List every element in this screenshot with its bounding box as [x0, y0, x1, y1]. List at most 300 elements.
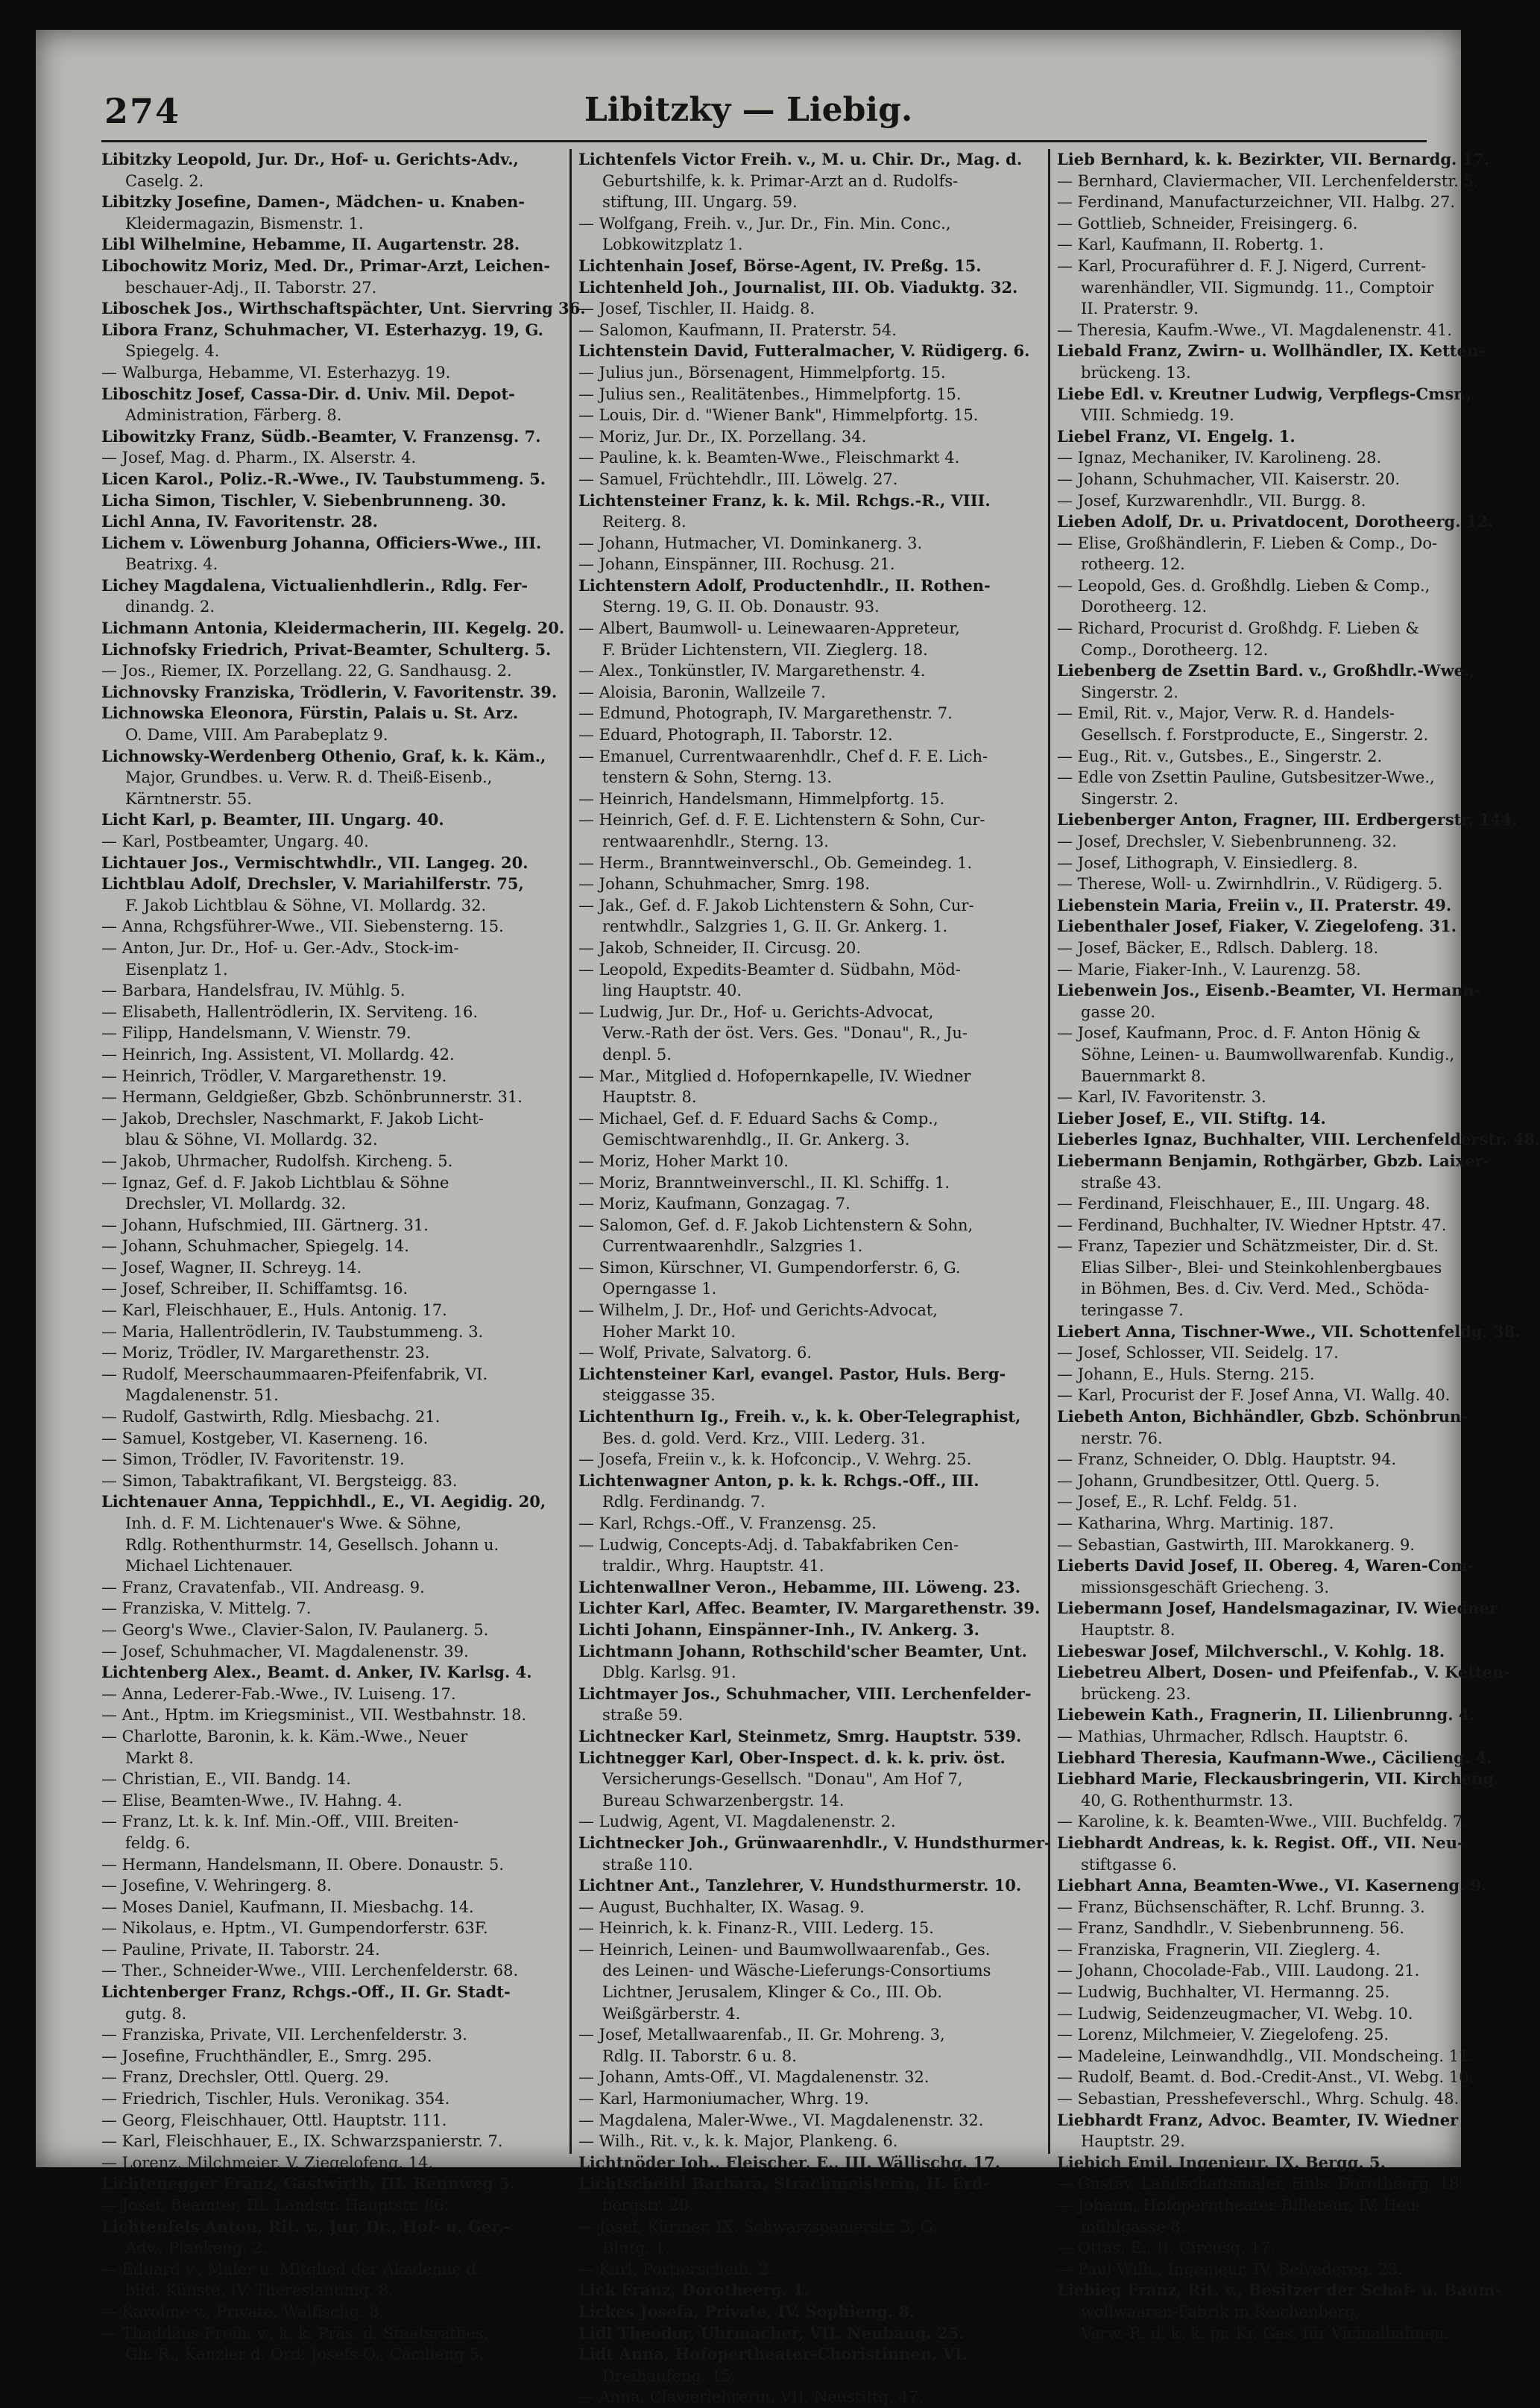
- entry-surname-line: Lichtenwagner Anton, p. k. k. Rchgs.-Off., III.: [578, 1470, 979, 1490]
- entry-continuation-line: bild. Künste, IV. Theresianumg. 8.: [125, 2281, 394, 2300]
- entry-surname-line: Lichnofsky Friedrich, Privat-Beamter, Schulterg. 5.: [101, 639, 552, 659]
- entry-sub-line: — Josef, Wagner, II. Schreyg. 14.: [101, 1258, 362, 1277]
- entry-surname-line: Lichtenstein David, Futteralmacher, V. Rüdigerg. 6.: [578, 341, 1030, 361]
- entry-sub-line: — Gottlieb, Schneider, Freisingerg. 6.: [1057, 214, 1358, 233]
- entry-continuation-line: Spiegelg. 4.: [125, 342, 220, 361]
- entry-continuation-line: Rdlg. Ferdinandg. 7.: [602, 1493, 766, 1511]
- entry-continuation-line: Hoher Markt 10.: [602, 1322, 736, 1341]
- entry-surname-line: Lichtnecker Joh., Grünwaarenhdlr., V. Hundsthurmer-: [578, 1833, 1051, 1852]
- entry-sub-line: — Moriz, Hoher Markt 10.: [578, 1151, 789, 1170]
- entry-sub-line: — Franz, Drechsler, Ottl. Querg. 29.: [101, 2068, 389, 2087]
- entry-surname-line: Liebieg Franz, Rit. v., Besitzer der Schaf- u. Baum-: [1057, 2281, 1502, 2300]
- entry-sub-line: — Simon, Kürschner, VI. Gumpendorferstr. 6, G.: [578, 1258, 961, 1277]
- entry-continuation-line: II. Praterstr. 9.: [1081, 300, 1199, 318]
- entry-surname-line: Liebenthaler Josef, Fiaker, V. Ziegelofeng. 31.: [1057, 917, 1457, 936]
- entry-sub-line: — Jak., Gef. d. F. Jakob Lichtenstern & Sohn, Cur-: [578, 896, 974, 914]
- entry-continuation-line: brückeng. 13.: [1081, 363, 1191, 382]
- entry-continuation-line: Sterng. 19, G. II. Ob. Donaustr. 93.: [602, 598, 880, 616]
- entry-sub-line: — Josef, Kürmer, IX. Schwarzspanierstr. 3, G.: [578, 2217, 938, 2236]
- entry-sub-line: — Ludwig, Agent, VI. Magdalenenstr. 2.: [578, 1813, 896, 1831]
- entry-continuation-line: 40, G. Rothenthurmstr. 13.: [1081, 1791, 1293, 1810]
- entry-surname-line: Liebhard Marie, Fleckausbringerin, VII. Kircheng.: [1057, 1769, 1500, 1789]
- entry-continuation-line: ling Hauptstr. 40.: [602, 982, 742, 1000]
- entry-sub-line: — Salomon, Gef. d. F. Jakob Lichtenstern & Sohn,: [578, 1216, 973, 1234]
- entry-sub-line: — Albert, Baumwoll- u. Leinewaaren-Appreteur,: [578, 619, 960, 638]
- entry-continuation-line: Hauptstr. 29.: [1081, 2132, 1185, 2151]
- entry-sub-line: — Michael, Gef. d. F. Eduard Sachs & Comp.,: [578, 1109, 938, 1128]
- entry-sub-line: — Emil, Rit. v., Major, Verw. R. d. Handels-: [1057, 704, 1395, 723]
- entry-sub-line: — Thaddäus Freih. v., k. k. Präs. d. Staatsrathes,: [101, 2324, 489, 2342]
- entry-continuation-line: denpl. 5.: [602, 1045, 672, 1064]
- entry-sub-line: — Pauline, Private, II. Taborstr. 24.: [101, 1940, 380, 1959]
- entry-continuation-line: Markt 8.: [125, 1748, 194, 1767]
- entry-sub-line: — Josef, Kurzwarenhdlr., VII. Burgg. 8.: [1057, 491, 1366, 510]
- entry-sub-line: — Josefine, V. Wehringerg. 8.: [101, 1877, 332, 1895]
- entry-surname-line: Lichtenhain Josef, Börse-Agent, IV. Preßg. 15.: [578, 256, 982, 275]
- entry-surname-line: Liebe Edl. v. Kreutner Ludwig, Verpflegs-Cmsr.,: [1057, 384, 1472, 403]
- entry-sub-line: — Karl, Postbeamter, Ungarg. 40.: [101, 832, 369, 850]
- entry-continuation-line: wollwaaren-Fabrik in Reichenberg,: [1081, 2302, 1360, 2321]
- entry-continuation-line: Hauptstr. 8.: [602, 1088, 697, 1107]
- entry-sub-line: — Josef, Drechsler, V. Siebenbrunneng. 32.: [1057, 832, 1397, 850]
- entry-sub-line: — Leopold, Expedits-Beamter d. Südbahn, Möd-: [578, 960, 961, 979]
- entry-surname-line: Lick Franz, Dorotheerg. 1.: [578, 2281, 810, 2300]
- entry-surname-line: Liebetreu Albert, Dosen- und Pfeifenfab., V. Ketten-: [1057, 1663, 1511, 1682]
- entry-sub-line: — Anna, Rchgsführer-Wwe., VII. Siebensterng. 15.: [101, 917, 504, 936]
- entry-surname-line: Liboschitz Josef, Cassa-Dir. d. Univ. Mil. Depot-: [101, 384, 515, 403]
- entry-surname-line: Lidt Anna, Hofopertheater-Choristinnen, VI.: [578, 2345, 968, 2364]
- column-divider: [569, 149, 572, 2154]
- entry-surname-line: Liebert Anna, Tischner-Wwe., VII. Schottenfeldg. 38.: [1057, 1321, 1521, 1341]
- entry-sub-line: — Ther., Schneider-Wwe., VIII. Lerchenfelderstr. 68.: [101, 1962, 519, 1980]
- entry-sub-line: — Jakob, Schneider, II. Circusg. 20.: [578, 938, 862, 957]
- entry-sub-line: — Johann, Hofoperntheater-Billeteur, IV. Heu-: [1057, 2196, 1421, 2214]
- entry-continuation-line: Major, Grundbes. u. Verw. R. d. Theiß-Eisenb.,: [125, 768, 493, 787]
- entry-sub-line: — Johann, Hufschmied, III. Gärtnerg. 31.: [101, 1216, 429, 1234]
- entry-surname-line: Lichtenthurn Ig., Freih. v., k. k. Ober-Telegraphist,: [578, 1407, 1021, 1426]
- entry-continuation-line: Dorotheerg. 12.: [1081, 598, 1208, 616]
- entry-surname-line: Liebewein Kath., Fragnerin, II. Lilienbrunng. 4.: [1057, 1705, 1475, 1725]
- entry-sub-line: — Sebastian, Gastwirth, III. Marokkanerg. 9.: [1057, 1535, 1416, 1554]
- entry-continuation-line: F. Jakob Lichtblau & Söhne, VI. Mollardg. 32.: [125, 896, 487, 914]
- entry-sub-line: — Franz, Schneider, O. Dblg. Hauptstr. 94.: [1057, 1450, 1397, 1469]
- entry-sub-line: — Ignaz, Mechaniker, IV. Karolineng. 28.: [1057, 449, 1382, 467]
- entry-continuation-line: rentwhdlr., Salzgries 1, G. II. Gr. Ankerg. 1.: [602, 917, 948, 936]
- entry-sub-line: — Ferdinand, Buchhalter, IV. Wiedner Hptstr. 47.: [1057, 1216, 1447, 1234]
- entry-sub-line: — Lorenz, Milchmeier, V. Ziegelofeng. 25.: [1057, 2026, 1389, 2044]
- entry-surname-line: Lichtblau Adolf, Drechsler, V. Mariahilferstr. 75,: [101, 874, 524, 894]
- entry-sub-line: — Josef, Mag. d. Pharm., IX. Alserstr. 4.: [101, 449, 417, 467]
- entry-continuation-line: mühlgasse 8.: [1081, 2217, 1186, 2236]
- entry-sub-line: — Eug., Rit. v., Gutsbes., E., Singerstr. 2.: [1057, 747, 1383, 765]
- entry-sub-line: — Heinrich, Trödler, V. Margarethenstr. 19.: [101, 1066, 447, 1085]
- entry-sub-line: — Johann, Hutmacher, VI. Dominkanerg. 3.: [578, 534, 923, 552]
- entry-sub-line: — Walburga, Hebamme, VI. Esterhazyg. 19.: [101, 363, 451, 382]
- entry-sub-line: — Anna, Clavierlehrerin, VII. Neustiftg. 47.: [578, 2388, 924, 2407]
- entry-continuation-line: Bes. d. gold. Verd. Krz., VIII. Lederg. 31.: [602, 1429, 926, 1447]
- entry-continuation-line: Rdlg. Rothenthurmstr. 14, Gesellsch. Johann u.: [125, 1535, 499, 1554]
- entry-sub-line: — Ferdinand, Fleischhauer, E., III. Ungarg. 48.: [1057, 1195, 1430, 1213]
- entry-sub-line: — Paul Wilh., Ingenieur, IV. Belvedereg. 23.: [1057, 2260, 1403, 2278]
- entry-continuation-line: Administration, Färberg. 8.: [125, 406, 342, 425]
- entry-sub-line: — Franz, Lt. k. k. Inf. Min.-Off., VIII. Breiten-: [101, 1813, 459, 1831]
- entry-surname-line: Lichnowska Eleonora, Fürstin, Palais u. St. Arz.: [101, 704, 519, 723]
- entry-surname-line: Lichtenauer Anna, Teppichhdl., E., VI. Aegidig. 20,: [101, 1492, 546, 1511]
- entry-sub-line: — Karl, Harmoniumacher, Whrg. 19.: [578, 2090, 869, 2108]
- entry-surname-line: Liebenwein Jos., Eisenb.-Beamter, VI. Hermann-: [1057, 981, 1481, 1000]
- directory-column-1: [101, 149, 586, 2364]
- entry-continuation-line: Caselg. 2.: [125, 171, 204, 190]
- entry-continuation-line: Dreihaufeng. 15.: [602, 2366, 736, 2385]
- entry-continuation-line: straße 59.: [602, 1706, 684, 1725]
- entry-surname-line: Lichtmayer Jos., Schuhmacher, VIII. Lerchenfelder-: [578, 1684, 1032, 1703]
- entry-sub-line: — Richard, Procurist d. Großhdg. F. Lieben &: [1057, 619, 1420, 638]
- entry-sub-line: — Alex., Tonkünstler, IV. Margarethenstr. 4.: [578, 662, 926, 680]
- entry-sub-line: — Heinrich, Gef. d. F. E. Lichtenstern & Sohn, Cur-: [578, 811, 985, 829]
- entry-sub-line: — Theresia, Kaufm.-Wwe., VI. Magdalenenstr. 41.: [1057, 320, 1453, 339]
- entry-surname-line: Lichl Anna, IV. Favoritenstr. 28.: [101, 512, 378, 531]
- entry-continuation-line: Inh. d. F. M. Lichtenauer's Wwe. & Söhne,: [125, 1514, 461, 1532]
- entry-sub-line: — Moriz, Kaufmann, Gonzagag. 7.: [578, 1195, 851, 1213]
- entry-sub-line: — Hermann, Handelsmann, II. Obere. Donaustr. 5.: [101, 1855, 505, 1874]
- entry-surname-line: Lickes Josefa, Private, IV. Sophieng. 8.: [578, 2301, 915, 2321]
- entry-sub-line: — Samuel, Kostgeber, VI. Kaserneng. 16.: [101, 1429, 429, 1447]
- entry-sub-line: — Johann, Einspänner, III. Rochusg. 21.: [578, 555, 895, 574]
- entry-surname-line: Lichnovsky Franziska, Trödlerin, V. Favoritenstr. 39.: [101, 682, 558, 701]
- entry-surname-line: Liebel Franz, VI. Engelg. 1.: [1057, 426, 1296, 446]
- entry-continuation-line: VIII. Schmiedg. 19.: [1081, 406, 1234, 425]
- entry-surname-line: Lichtenegger Franz, Gastwirth, III. Rennweg 5.: [101, 2174, 516, 2193]
- entry-sub-line: — Maria, Hallentrödlerin, IV. Taubstummeng. 3.: [101, 1322, 484, 1341]
- entry-continuation-line: Lobkowitzplatz 1.: [602, 236, 743, 254]
- entry-continuation-line: tenstern & Sohn, Sterng. 13.: [602, 768, 833, 787]
- entry-sub-line: — Rudolf, Meerschaummaaren-Pfeifenfabrik, VI.: [101, 1365, 488, 1383]
- entry-surname-line: Libitzky Josefine, Damen-, Mädchen- u. Knaben-: [101, 192, 526, 212]
- entry-sub-line: — Rudolf, Gastwirth, Rdlg. Miesbachg. 21.: [101, 1408, 441, 1426]
- entry-sub-line: — Moriz, Branntweinverschl., II. Kl. Schiffg. 1.: [578, 1173, 950, 1192]
- entry-continuation-line: missionsgeschäft Griecheng. 3.: [1081, 1578, 1330, 1596]
- entry-continuation-line: bergstr. 20.: [602, 2196, 695, 2214]
- entry-continuation-line: Gemischtwarenhdlg., II. Gr. Ankerg. 3.: [602, 1131, 910, 1149]
- entry-sub-line: — Simon, Tabaktrafikant, VI. Bergsteigg. 83.: [101, 1471, 458, 1490]
- entry-sub-line: — Karl, Kaufmann, II. Robertg. 1.: [1057, 236, 1324, 254]
- entry-sub-line: — Karl, Procuraführer d. F. J. Nigerd, Current-: [1057, 256, 1427, 275]
- entry-sub-line: — Bernhard, Claviermacher, VII. Lerchenfelderstr. 5.: [1057, 171, 1479, 190]
- entry-continuation-line: in Böhmen, Bes. d. Civ. Verd. Med., Schöda-: [1081, 1280, 1430, 1298]
- header-rule: [101, 140, 1427, 142]
- entry-continuation-line: feldg. 6.: [125, 1833, 191, 1852]
- entry-sub-line: — Salomon, Kaufmann, II. Praterstr. 54.: [578, 320, 897, 339]
- entry-continuation-line: Bureau Schwarzenbergstr. 14.: [602, 1791, 845, 1810]
- entry-surname-line: Lichey Magdalena, Victualienhdlerin., Rdlg. Fer-: [101, 575, 528, 595]
- entry-surname-line: Lichtscheibl Barbara, Strachmeisterin, II. Erd-: [578, 2174, 990, 2193]
- entry-surname-line: Licha Simon, Tischler, V. Siebenbrunneng. 30.: [101, 490, 507, 510]
- entry-surname-line: Lichtner Ant., Tanzlehrer, V. Hundsthurmerstr. 10.: [578, 1876, 1022, 1895]
- entry-surname-line: Lichtmann Johann, Rothschild'scher Beamter, Unt.: [578, 1641, 1027, 1660]
- entry-sub-line: — Ludwig, Seidenzeugmacher, VI. Webg. 10.: [1057, 2004, 1413, 2023]
- entry-surname-line: Liboschek Jos., Wirthschaftspächter, Unt. Siervring 36.: [101, 299, 586, 318]
- entry-surname-line: Lichtenstern Adolf, Productenhdlr., II. Rothen-: [578, 575, 991, 595]
- entry-continuation-line: Beatrixg. 4.: [125, 555, 218, 574]
- entry-sub-line: — Karl, IV. Favoritenstr. 3.: [1057, 1088, 1266, 1107]
- entry-sub-line: — Mathias, Uhrmacher, Rdlsch. Hauptstr. 6.: [1057, 1727, 1409, 1745]
- entry-continuation-line: Verw.-R. d. k. k. pr. Kr. Ges. für Vicinalbahnen.: [1081, 2324, 1450, 2342]
- entry-sub-line: — Heinrich, k. k. Finanz-R., VIII. Lederg. 15.: [578, 1919, 934, 1938]
- entry-continuation-line: Eisenplatz 1.: [125, 960, 228, 979]
- entry-continuation-line: teringasse 7.: [1081, 1301, 1184, 1320]
- entry-sub-line: — Moses Daniel, Kaufmann, II. Miesbachg. 14.: [101, 1897, 474, 1916]
- entry-surname-line: Liebhart Anna, Beamten-Wwe., VI. Kaserneng. 9.: [1057, 1876, 1487, 1895]
- entry-sub-line: — Wilh., Rit. v., k. k. Major, Plankeng. 6.: [578, 2132, 898, 2151]
- entry-sub-line: — Franz, Büchsenschäfter, R. Lchf. Brunng. 3.: [1057, 1897, 1425, 1916]
- entry-sub-line: — Therese, Woll- u. Zwirnhdlrin., V. Rüdigerg. 5.: [1057, 875, 1443, 894]
- entry-continuation-line: rotheerg. 12.: [1081, 555, 1185, 574]
- entry-surname-line: Liebermann Josef, Handelsmagazinar, IV. Wiedner: [1057, 1599, 1498, 1618]
- entry-surname-line: Lichtensteiner Karl, evangel. Pastor, Huls. Berg-: [578, 1364, 1006, 1383]
- entry-sub-line: — Filipp, Handelsmann, V. Wienstr. 79.: [101, 1024, 411, 1043]
- entry-continuation-line: dinandg. 2.: [125, 598, 215, 616]
- entry-sub-line: — Madeleine, Leinwandhdlg., VII. Mondscheing. 11.: [1057, 2047, 1474, 2065]
- entry-continuation-line: Currentwaarenhdlr., Salzgries 1.: [602, 1237, 863, 1256]
- entry-sub-line: — Josef, E., R. Lchf. Feldg. 51.: [1057, 1493, 1298, 1511]
- entry-sub-line: — Magdalena, Maler-Wwe., VI. Magdalenenstr. 32.: [578, 2111, 984, 2129]
- entry-sub-line: — Elise, Großhändlerin, F. Lieben & Comp., Do-: [1057, 534, 1438, 552]
- entry-sub-line: — Johann, Amts-Off., VI. Magdalenenstr. 32.: [578, 2068, 930, 2087]
- entry-sub-line: — Josefine, Fruchthändler, E., Smrg. 295.: [101, 2047, 432, 2065]
- entry-continuation-line: Magdalenenstr. 51.: [125, 1386, 279, 1405]
- entry-surname-line: Lichtenberg Alex., Beamt. d. Anker, IV. Karlsg. 4.: [101, 1663, 532, 1682]
- entry-continuation-line: des Leinen- und Wäsche-Lieferungs-Consortiums: [602, 1962, 991, 1980]
- entry-sub-line: — Johann, Grundbesitzer, Ottl. Querg. 5.: [1057, 1471, 1380, 1490]
- entry-surname-line: Licen Karol., Poliz.-R.-Wwe., IV. Taubstummeng. 5.: [101, 469, 546, 488]
- entry-sub-line: — Elise, Beamten-Wwe., IV. Hahng. 4.: [101, 1791, 403, 1810]
- entry-sub-line: — Johann, Schuhmacher, VII. Kaiserstr. 20.: [1057, 470, 1401, 488]
- entry-surname-line: Liebenstein Maria, Freiin v., II. Praterstr. 49.: [1057, 895, 1452, 914]
- entry-surname-line: Liebeth Anton, Bichhändler, Gbzb. Schönbrun-: [1057, 1407, 1468, 1426]
- entry-continuation-line: rentwaarenhdlr., Sterng. 13.: [602, 832, 829, 850]
- entry-sub-line: — Heinrich, Leinen- und Baumwollwaarenfab., Ges.: [578, 1940, 991, 1959]
- entry-continuation-line: Elias Silber-, Blei- und Steinkohlenbergbaues: [1081, 1258, 1442, 1277]
- entry-sub-line: — Jos., Riemer, IX. Porzellang. 22, G. Sandhausg. 2.: [101, 662, 512, 680]
- running-head: Libitzky — Liebig.: [584, 91, 913, 129]
- entry-surname-line: Liebhardt Franz, Advoc. Beamter, IV. Wiedner: [1057, 2110, 1459, 2129]
- entry-surname-line: Lichtenfels Anton, Rit. v., Jur. Dr., Hof- u. Ger.-: [101, 2216, 511, 2236]
- entry-sub-line: — Pauline, k. k. Beamten-Wwe., Fleischmarkt 4.: [578, 449, 960, 467]
- entry-sub-line: — Ottas, E., II. Circusg. 17.: [1057, 2239, 1275, 2257]
- entry-sub-line: — Ignaz, Gef. d. F. Jakob Lichtblau & Söhne: [101, 1173, 449, 1192]
- entry-continuation-line: Lichtner, Jerusalem, Klinger & Co., III. Ob.: [602, 1983, 943, 2002]
- entry-surname-line: Lichti Johann, Einspänner-Inh., IV. Ankerg. 3.: [578, 1619, 979, 1639]
- entry-surname-line: Libora Franz, Schuhmacher, VI. Esterhazyg. 19, G.: [101, 320, 543, 339]
- entry-continuation-line: warenhändler, VII. Sigmundg. 11., Comptoir: [1081, 278, 1434, 297]
- entry-sub-line: — Eduard v., Maler u. Mitglied der Akademie d.: [101, 2260, 482, 2278]
- entry-continuation-line: Gesellsch. f. Forstproducte, E., Singerstr. 2.: [1081, 726, 1429, 745]
- directory-column-2: [578, 149, 1051, 2407]
- entry-sub-line: — Franziska, Fragnerin, VII. Zieglerg. 4.: [1057, 1940, 1380, 1959]
- entry-continuation-line: Gh. R., Kanzler d. Ord. Josefs-O., Cäcilieng 5.: [125, 2345, 485, 2364]
- entry-sub-line: — Gustav, Landschaftsmaler, Huls. Dorotheerg. 18.: [1057, 2175, 1464, 2193]
- entry-sub-line: — Friedrich, Tischler, Huls. Veronikag. 354.: [101, 2090, 450, 2108]
- column-divider: [1048, 149, 1050, 2154]
- entry-continuation-line: nerstr. 76.: [1081, 1429, 1163, 1447]
- entry-surname-line: Lichtensteiner Franz, k. k. Mil. Rchgs.-R., VIII.: [578, 490, 991, 510]
- entry-sub-line: — Marie, Fiaker-Inh., V. Laurenzg. 58.: [1057, 960, 1361, 979]
- entry-sub-line: — Anton, Jur. Dr., Hof- u. Ger.-Adv., Stock-im-: [101, 938, 459, 957]
- entry-surname-line: Lichtauer Jos., Vermischtwhdlr., VII. Langeg. 20.: [101, 853, 528, 872]
- entry-sub-line: — Franz, Cravatenfab., VII. Andreasg. 9.: [101, 1578, 425, 1596]
- entry-sub-line: — Elisabeth, Hallentrödlerin, IX. Serviteng. 16.: [101, 1002, 479, 1021]
- entry-sub-line: — Johann, Chocolade-Fab., VIII. Laudong. 21.: [1057, 1962, 1420, 1980]
- entry-surname-line: Lichtenberger Franz, Rchgs.-Off., II. Gr. Stadt-: [101, 1982, 511, 2002]
- entry-sub-line: — Jakob, Uhrmacher, Rudolfsh. Kircheng. 5.: [101, 1151, 453, 1170]
- entry-sub-line: — Josef, Kaufmann, Proc. d. F. Anton Hönig &: [1057, 1024, 1421, 1043]
- entry-sub-line: — Karl, Procurist der F. Josef Anna, VI. Wallg. 40.: [1057, 1386, 1451, 1405]
- entry-continuation-line: Weißgärberstr. 4.: [602, 2004, 741, 2023]
- entry-surname-line: Liebich Emil, Ingenieur, IX. Bergg. 5.: [1057, 2152, 1386, 2172]
- entry-continuation-line: stiftgasse 6.: [1081, 1855, 1177, 1874]
- entry-sub-line: — Ferdinand, Manufacturzeichner, VII. Halbg. 27.: [1057, 193, 1456, 212]
- entry-continuation-line: Singerstr. 2.: [1081, 789, 1178, 808]
- entry-continuation-line: traldir., Whrg. Hauptstr. 41.: [602, 1557, 824, 1576]
- entry-continuation-line: Reiterg. 8.: [602, 513, 687, 531]
- entry-surname-line: Libitzky Leopold, Jur. Dr., Hof- u. Gerichts-Adv.,: [101, 150, 519, 168]
- entry-sub-line: — Josef, Metallwaarenfab., II. Gr. Mohreng. 3,: [578, 2026, 945, 2044]
- entry-sub-line: — Franz, Tapezier und Schätzmeister, Dir. d. St.: [1057, 1237, 1439, 1256]
- entry-sub-line: — Moriz, Jur. Dr., IX. Porzellang. 34.: [578, 427, 867, 446]
- entry-surname-line: Lichtnegger Karl, Ober-Inspect. d. k. k. priv. öst.: [578, 1748, 1006, 1767]
- entry-sub-line: — Josef, Schreiber, II. Schiffamtsg. 16.: [101, 1280, 408, 1298]
- page-number: 274: [104, 91, 181, 131]
- entry-continuation-line: Comp., Dorotheerg. 12.: [1081, 640, 1269, 659]
- entry-continuation-line: Drechsler, VI. Mollardg. 32.: [125, 1195, 347, 1213]
- entry-surname-line: Liebhardt Andreas, k. k. Regist. Off., VII. Neu-: [1057, 1833, 1464, 1852]
- entry-sub-line: — Wolfgang, Freih. v., Jur. Dr., Fin. Min. Conc.,: [578, 214, 951, 233]
- entry-surname-line: Lichnowsky-Werdenberg Othenio, Graf, k. k. Käm.,: [101, 746, 546, 765]
- entry-surname-line: Lichem v. Löwenburg Johanna, Officiers-Wwe., III.: [101, 533, 542, 552]
- entry-sub-line: — Jakob, Drechsler, Naschmarkt, F. Jakob Licht-: [101, 1109, 484, 1128]
- entry-sub-line: — August, Buchhalter, IX. Wasag. 9.: [578, 1897, 865, 1916]
- entry-sub-line: — Simon, Trödler, IV. Favoritenstr. 19.: [101, 1450, 405, 1469]
- entry-surname-line: Libochowitz Moriz, Med. Dr., Primar-Arzt, Leichen-: [101, 256, 551, 275]
- entry-sub-line: — Josef, Lithograph, V. Einsiedlerg. 8.: [1057, 853, 1358, 872]
- entry-surname-line: Lichtnecker Karl, Steinmetz, Smrg. Hauptstr. 539.: [578, 1726, 1022, 1745]
- entry-sub-line: — Franziska, Private, VII. Lerchenfelderstr. 3.: [101, 2026, 467, 2044]
- entry-continuation-line: Geburtshilfe, k. k. Primar-Arzt an d. Rudolfs-: [602, 171, 959, 190]
- entry-sub-line: — Josef, Schuhmacher, VI. Magdalenenstr. 39.: [101, 1642, 469, 1660]
- entry-sub-line: — Ludwig, Buchhalter, VI. Hermanng. 25.: [1057, 1983, 1390, 2002]
- entry-sub-line: — Karl, Portierscheib. 2.: [578, 2260, 774, 2278]
- entry-sub-line: — Herm., Branntweinverschl., Ob. Gemeindeg. 1.: [578, 853, 973, 872]
- entry-sub-line: — Georg's Wwe., Clavier-Salon, IV. Paulanerg. 5.: [101, 1620, 489, 1639]
- entry-sub-line: — Eduard, Photograph, II. Taborstr. 12.: [578, 726, 893, 745]
- entry-continuation-line: gutg. 8.: [125, 2004, 187, 2023]
- entry-surname-line: Lieber Josef, E., VII. Stiftg. 14.: [1057, 1108, 1326, 1128]
- directory-column-3: [1057, 149, 1540, 2342]
- entry-continuation-line: blau & Söhne, VI. Mollardg. 32.: [125, 1131, 378, 1149]
- entry-sub-line: — Josef, Schlosser, VII. Seidelg. 17.: [1057, 1344, 1339, 1362]
- entry-continuation-line: Blutg. 1.: [602, 2239, 670, 2257]
- entry-sub-line: — Wilhelm, J. Dr., Hof- und Gerichts-Advocat,: [578, 1301, 938, 1320]
- entry-continuation-line: Operngasse 1.: [602, 1280, 717, 1298]
- entry-continuation-line: Dblg. Karlsg. 91.: [602, 1663, 736, 1682]
- entry-surname-line: Lidl Theodor, Uhrmacher, VII. Neubaug. 25.: [578, 2323, 965, 2342]
- entry-continuation-line: Michael Lichtenauer.: [125, 1557, 294, 1576]
- entry-sub-line: — Georg, Fleischhauer, Ottl. Hauptstr. 111.: [101, 2111, 447, 2129]
- entry-sub-line: — Charlotte, Baronin, k. k. Käm.-Wwe., Neuer: [101, 1727, 468, 1745]
- entry-sub-line: — Ludwig, Concepts-Adj. d. Tabakfabriken Cen-: [578, 1535, 959, 1554]
- entry-continuation-line: Rdlg. II. Taborstr. 6 u. 8.: [602, 2047, 797, 2065]
- entry-continuation-line: Hauptstr. 8.: [1081, 1620, 1175, 1639]
- entry-continuation-line: steiggasse 35.: [602, 1386, 716, 1405]
- entry-continuation-line: O. Dame, VIII. Am Parabeplatz 9.: [125, 726, 388, 745]
- entry-continuation-line: Adv., Plankeng. 2.: [125, 2239, 268, 2257]
- entry-sub-line: — Heinrich, Handelsmann, Himmelpfortg. 15.: [578, 789, 945, 808]
- entry-continuation-line: stiftung, III. Ungarg. 59.: [602, 193, 798, 212]
- entry-surname-line: Licht Karl, p. Beamter, III. Ungarg. 40.: [101, 810, 444, 829]
- entry-sub-line: — Sebastian, Presshefeverschl., Whrg. Schulg. 48.: [1057, 2090, 1459, 2108]
- entry-surname-line: Lieb Bernhard, k. k. Bezirkter, VII. Bernardg. 17.: [1057, 150, 1490, 168]
- entry-sub-line: — Emanuel, Currentwaarenhdlr., Chef d. F. E. Lich-: [578, 747, 988, 765]
- entry-sub-line: — Karl, Fleischhauer, E., IX. Schwarzspanierstr. 7.: [101, 2132, 503, 2151]
- entry-sub-line: — Ant., Hptm. im Kriegsminist., VII. Westbahnstr. 18.: [101, 1706, 527, 1725]
- entry-surname-line: Lieberts David Josef, II. Obereg. 4, Waren-Com-: [1057, 1556, 1474, 1576]
- entry-surname-line: Liebermann Benjamin, Rothgärber, Gbzb. Laixer-: [1057, 1151, 1490, 1170]
- entry-sub-line: — Johann, Schuhmacher, Smrg. 198.: [578, 875, 871, 894]
- entry-sub-line: — Edmund, Photograph, IV. Margarethenstr. 7.: [578, 704, 953, 723]
- entry-surname-line: Lichter Karl, Affec. Beamter, IV. Margarethenstr. 39.: [578, 1599, 1041, 1618]
- entry-sub-line: — Josef, Bäcker, E., Rdlsch. Dablerg. 18.: [1057, 938, 1379, 957]
- entry-sub-line: — Wolf, Private, Salvatorg. 6.: [578, 1344, 812, 1362]
- directory-page: [36, 30, 1540, 2407]
- entry-continuation-line: straße 43.: [1081, 1173, 1162, 1192]
- entry-sub-line: — Josef, Tischler, II. Haidg. 8.: [578, 300, 815, 318]
- entry-sub-line: — Karl, Fleischhauer, E., Huls. Antonig. 17.: [101, 1301, 447, 1320]
- entry-sub-line: — Rudolf, Beamt. d. Bod.-Credit-Anst., VI. Webg. 10.: [1057, 2068, 1474, 2087]
- entry-sub-line: — Katharina, Whrg. Martinig. 187.: [1057, 1514, 1334, 1532]
- entry-sub-line: — Louis, Dir. d. "Wiener Bank", Himmelpfortg. 15.: [578, 406, 979, 425]
- entry-sub-line: — Karoline, k. k. Beamten-Wwe., VIII. Buchfeldg. 7.: [1057, 1813, 1468, 1831]
- entry-sub-line: — Karl, Rchgs.-Off., V. Franzensg. 25.: [578, 1514, 877, 1532]
- entry-sub-line: — Johann, Schuhmacher, Spiegelg. 14.: [101, 1237, 409, 1256]
- entry-surname-line: Lieben Adolf, Dr. u. Privatdocent, Dorotheerg. 12.: [1057, 512, 1494, 531]
- entry-sub-line: — Johann, E., Huls. Sterng. 215.: [1057, 1365, 1315, 1383]
- entry-continuation-line: Singerstr. 2.: [1081, 683, 1178, 701]
- entry-continuation-line: F. Brüder Lichtenstern, VII. Zieglerg. 18.: [602, 640, 928, 659]
- entry-sub-line: — Hermann, Geldgießer, Gbzb. Schönbrunnerstr. 31.: [101, 1088, 523, 1107]
- entry-surname-line: Lichtnöder Joh., Fleischer, E., III. Wällischg. 17.: [578, 2152, 1001, 2172]
- entry-surname-line: Libl Wilhelmine, Hebamme, II. Augartenstr. 28.: [101, 235, 520, 254]
- entry-sub-line: — Franz, Sandhdlr., V. Siebenbrunneng. 56.: [1057, 1919, 1405, 1938]
- entry-sub-line: — Lorenz, Milchmeier, V. Ziegelofeng. 14.: [101, 2153, 434, 2172]
- entry-surname-line: Liebenberg de Zsettin Bard. v., Großhdlr.-Wwe.,: [1057, 661, 1475, 680]
- entry-sub-line: — Aloisia, Baronin, Wallzeile 7.: [578, 683, 826, 701]
- entry-continuation-line: straße 110.: [602, 1855, 693, 1874]
- entry-surname-line: Lichtenwallner Veron., Hebamme, III. Löweng. 23.: [578, 1577, 1021, 1596]
- entry-sub-line: — Ludwig, Jur. Dr., Hof- u. Gerichts-Advocat,: [578, 1002, 934, 1021]
- entry-sub-line: — Josef, Beamter, III. Landstr. Hauptstr. 86.: [101, 2196, 449, 2214]
- entry-sub-line: — Moriz, Trödler, IV. Margarethenstr. 23.: [101, 1344, 430, 1362]
- entry-surname-line: Libowitzky Franz, Südb.-Beamter, V. Franzensg. 7.: [101, 426, 541, 446]
- entry-sub-line: — Heinrich, Ing. Assistent, VI. Mollardg. 42.: [101, 1045, 455, 1064]
- entry-sub-line: — Nikolaus, e. Hptm., VI. Gumpendorferstr. 63F.: [101, 1919, 488, 1938]
- entry-surname-line: Lichtenfels Victor Freih. v., M. u. Chir. Dr., Mag. d.: [578, 150, 1023, 168]
- entry-surname-line: Lichtenheld Joh., Journalist, III. Ob. Viaduktg. 32.: [578, 277, 1018, 297]
- entry-surname-line: Lieberles Ignaz, Buchhalter, VIII. Lerchenfelderstr. 48.: [1057, 1130, 1540, 1149]
- entry-sub-line: — Mar., Mitglied d. Hofopernkapelle, IV. Wiedner: [578, 1066, 971, 1085]
- entry-sub-line: — Josefa, Freiin v., k. k. Hofconcip., V. Wehrg. 25.: [578, 1450, 972, 1469]
- entry-continuation-line: Kärntnerstr. 55.: [125, 789, 252, 808]
- entry-surname-line: Liebhard Theresia, Kaufmann-Wwe., Cäcilieng. 4.: [1057, 1748, 1492, 1767]
